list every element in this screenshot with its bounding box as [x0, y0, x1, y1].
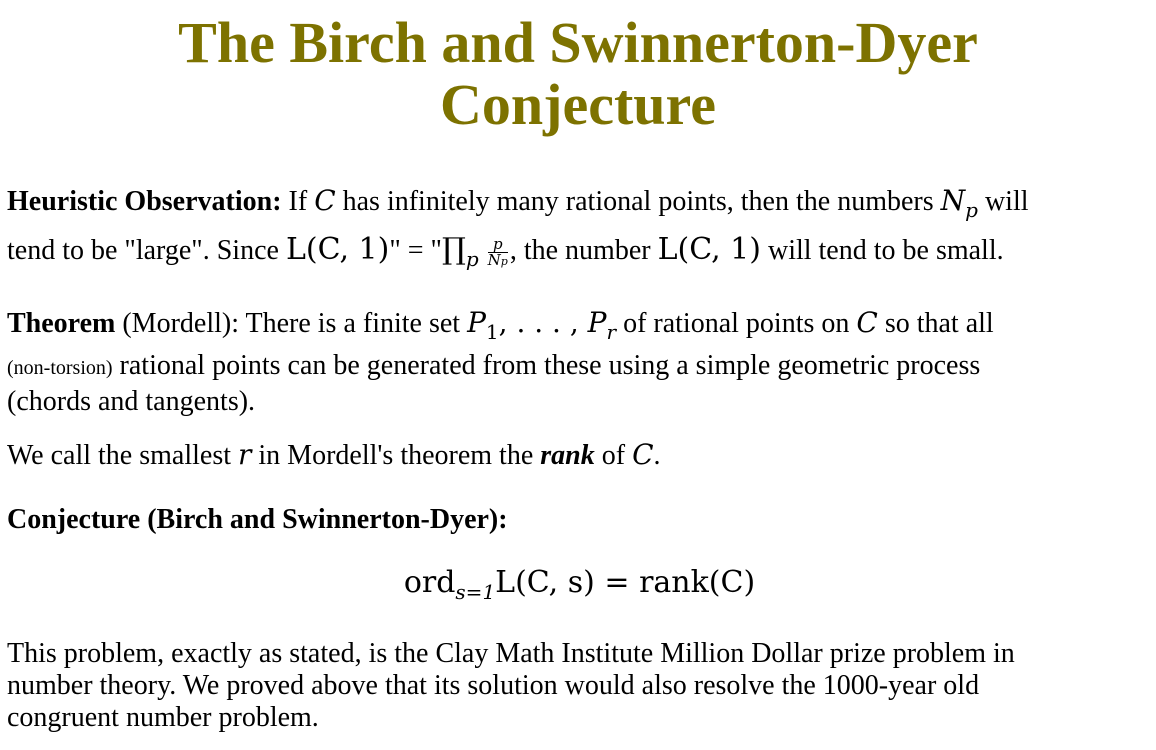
text: will tend to be small.	[760, 235, 1004, 266]
theorem-label: Theorem	[7, 308, 116, 339]
conjecture-label: Conjecture (Birch and Swinnerton-Dyer):	[7, 504, 508, 535]
text: If	[281, 186, 315, 217]
math-rank-C: rank(C)	[639, 565, 756, 600]
closing-line-2: number theory. We proved above that its solution would also resolve the 1000-year old	[7, 670, 980, 701]
heuristic-label: Heuristic Observation:	[7, 186, 282, 217]
heuristic-paragraph	[7, 184, 1152, 276]
text: " = "	[389, 235, 442, 266]
math-C: C	[314, 184, 336, 217]
text: in Mordell's theorem the	[251, 440, 541, 471]
text: of rational points on	[616, 308, 857, 339]
text: (chords and tangents).	[7, 386, 256, 417]
math-sub-1: 1	[485, 320, 499, 344]
text: rational points can be generated from these using a simple geometric process	[112, 350, 981, 381]
page-title	[0, 12, 1156, 136]
rank-term: rank	[540, 440, 595, 471]
text: , the number	[509, 235, 658, 266]
math-C: C	[632, 438, 654, 471]
title-line-1: The Birch and Swinnerton-Dyer	[178, 10, 978, 75]
math-equals: =	[594, 565, 640, 600]
math-N: N	[940, 184, 966, 217]
math-sub-p: p	[965, 198, 978, 222]
closing-line-3: congruent number problem.	[7, 702, 319, 733]
fraction-denominator	[487, 250, 508, 269]
text: will	[977, 186, 1029, 217]
rank-paragraph	[7, 438, 1152, 473]
math-dots: , . . . ,	[498, 306, 588, 339]
text: of	[594, 440, 633, 471]
text: We call the smallest	[7, 440, 238, 471]
closing-line-1: This problem, exactly as stated, is the Clay Math Institute Million Dollar prize problem in	[7, 638, 1015, 669]
math-sub-p: p	[500, 254, 508, 268]
math-sub-s-eq-1: s=1	[455, 580, 496, 604]
math-sub-p: p	[465, 247, 479, 271]
closing-paragraph	[7, 638, 1152, 734]
product-symbol: ∏	[441, 232, 466, 267]
fraction-numerator: p	[488, 237, 508, 253]
text: .	[653, 440, 661, 471]
math-P: P	[587, 306, 607, 339]
text: tend to be "large". Since	[7, 235, 286, 266]
text: so that all	[877, 308, 994, 339]
math-P: P	[467, 306, 486, 339]
conjecture-heading	[7, 503, 1152, 537]
theorem-paragraph	[7, 306, 1152, 418]
text: (Mordell): There is a finite set	[115, 308, 468, 339]
math-ord: ord	[403, 565, 456, 600]
text: has infinitely many rational points, then the numbers	[335, 186, 941, 217]
math-L-C-1: L(C, 1)	[657, 232, 761, 267]
fraction-p-over-Np	[487, 234, 508, 269]
math-r: r	[238, 438, 252, 471]
non-torsion-note: (non-torsion)	[7, 357, 113, 379]
math-sub-r: r	[606, 320, 617, 344]
title-line-2: Conjecture	[440, 72, 716, 137]
math-L-C-1: L(C, 1)	[285, 232, 390, 267]
math-L-C-s: L(C, s)	[495, 565, 595, 600]
math-C: C	[856, 306, 878, 339]
math-N: N	[487, 250, 501, 269]
bsd-formula	[7, 566, 1152, 609]
